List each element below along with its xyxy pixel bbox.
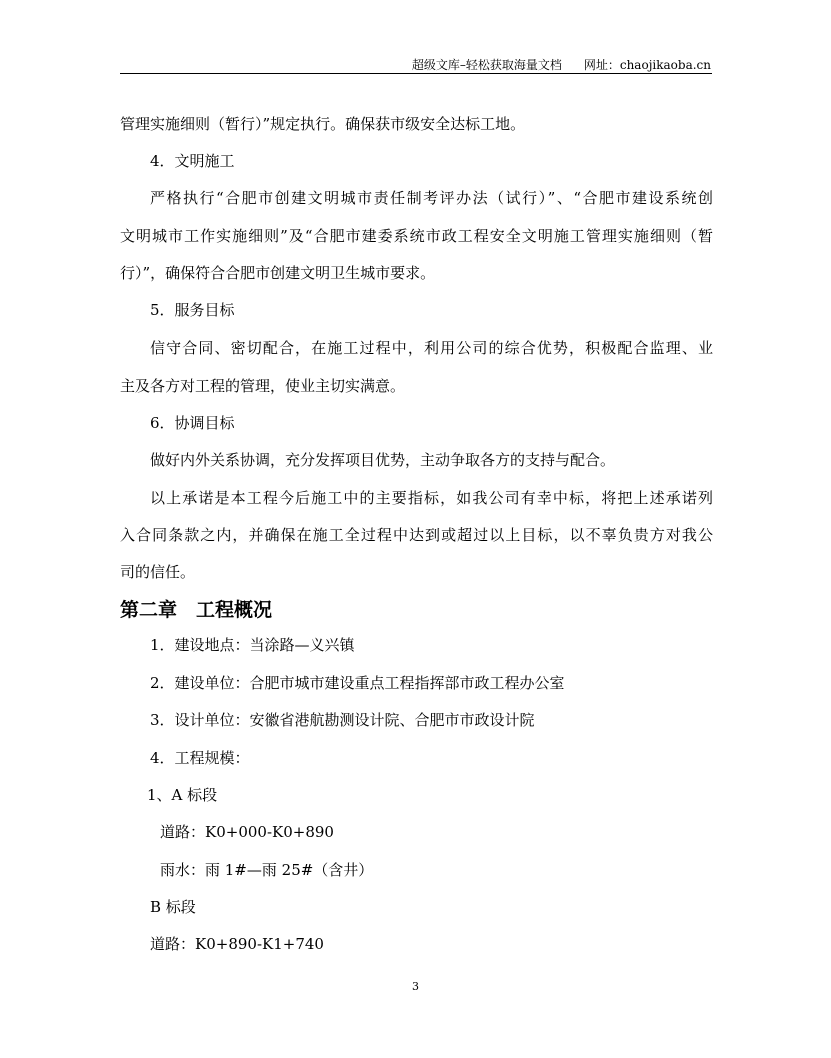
paragraph-line: 行）”，确保符合合肥市创建文明卫生城市要求。 [120, 264, 436, 282]
chapter-heading: 第二章 工程概况 [120, 599, 273, 621]
paragraph-line: 信守合同、密切配合，在施工过程中，利用公司的综合优势，积极配合监理、业 [150, 339, 713, 357]
list-item: 道路：K0+000-K0+890 [160, 823, 334, 841]
list-item: 3．设计单位：安徽省港航勘测设计院、合肥市市政设计院 [150, 711, 535, 729]
list-item: 1、A 标段 [147, 786, 218, 804]
paragraph-line: 做好内外关系协调，充分发挥项目优势，主动争取各方的支持与配合。 [150, 451, 616, 469]
section-heading: 6．协调目标 [150, 414, 235, 432]
paragraph-line: 司的信任。 [120, 563, 196, 581]
paragraph-line: 严格执行“合肥市创建文明城市责任制考评办法（试行）”、“合肥市建设系统创 [150, 189, 713, 207]
paragraph-line: 主及各方对工程的管理，使业主切实满意。 [120, 377, 406, 395]
list-item: 4．工程规模： [150, 749, 250, 767]
list-item: 2．建设单位：合肥市城市建设重点工程指挥部市政工程办公室 [150, 674, 565, 692]
header-site: 网址：chaojikaoba.cn [583, 58, 711, 72]
list-item: 1．建设地点：当涂路—义兴镇 [150, 636, 355, 654]
paragraph-line: 入合同条款之内，并确保在施工全过程中达到或超过以上目标，以不辜负贵方对我公 [120, 526, 713, 544]
list-item: 雨水：雨 1#—雨 25#（含井） [160, 861, 374, 879]
section-heading: 4．文明施工 [150, 152, 235, 170]
page-number: 3 [412, 980, 419, 993]
paragraph-line: 文明城市工作实施细则”及“合肥市建委系统市政工程安全文明施工管理实施细则（暂 [120, 227, 713, 245]
list-item: 道路：K0+890-K1+740 [150, 935, 324, 953]
paragraph-line: 以上承诺是本工程今后施工中的主要指标，如我公司有幸中标，将把上述承诺列 [150, 489, 713, 507]
header-rule [120, 73, 712, 74]
header-title: 超级文库–轻松获取海量文档 [411, 58, 562, 72]
paragraph-line: 管理实施细则（暂行）”规定执行。确保获市级安全达标工地。 [120, 115, 526, 133]
section-heading: 5．服务目标 [150, 301, 235, 319]
page-header [412, 56, 711, 73]
list-item: B 标段 [150, 898, 196, 916]
